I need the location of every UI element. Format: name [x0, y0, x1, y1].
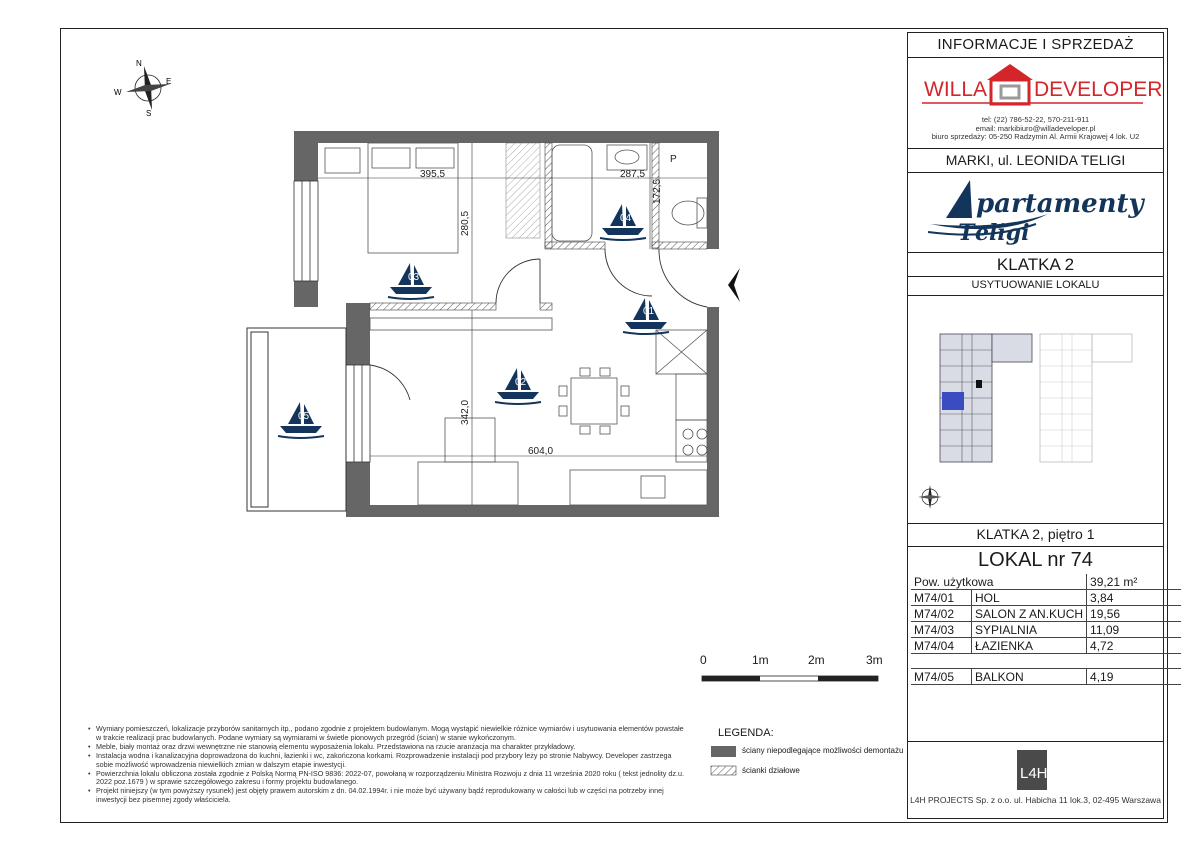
- firm-logo-text: L4H: [1020, 765, 1048, 782]
- location-section-title: USYTUOWANIE LOKALU: [971, 279, 1100, 291]
- brand-left: WILLA: [924, 78, 988, 101]
- note-item: • Wymiary pomieszczeń, lokalizacje przyborów sanitarnych itp., podano zgodnie z projektem budowlanym. Mogą wystąpić niewielkie różnice wymiarów i usytuowania elementów powstałe w trakcie realizacji prac budowlanych. Podane wymiary są wymiarami w świetle pionowych przegród (ścian) w stanie wykończonym.: [88, 725, 688, 743]
- room-code: M74/03: [911, 622, 972, 638]
- svg-text:01: 01: [643, 306, 655, 317]
- room-code: M74/02: [911, 606, 972, 622]
- legend-swatch-partitions: [711, 766, 736, 775]
- room-code: M74/04: [911, 638, 972, 654]
- dim-label: 604,0: [528, 446, 554, 457]
- area-value: 39,21 m²: [1087, 574, 1182, 590]
- svg-text:03: 03: [408, 272, 420, 283]
- sales-title: INFORMACJE I SPRZEDAŻ: [937, 36, 1134, 53]
- notes-list: [88, 725, 688, 805]
- logo-line2: eligi: [975, 220, 1030, 246]
- area-label: Pow. użytkowa: [911, 574, 1087, 590]
- room-name: HOL: [972, 590, 1087, 606]
- note-item: • Powierzchnia lokalu obliczona została zgodnie z Polską Normą PN-ISO 9836: 2022-07, powołaną w rozporządzeniu Ministra Rozwoju z dnia 11 września 2020 roku ( tekst jednolity dz.u. 2022 poz.1679 ) w sprawie szczegółowego zakresu i formy projektu budowlanego.: [88, 770, 688, 788]
- room-marker-01: [623, 298, 669, 334]
- scale-label: 2m: [808, 653, 825, 667]
- room-area: 3,84: [1087, 590, 1182, 606]
- note-item: • Projekt niniejszy (w tym powyższy rysunek) jest objęty prawem autorskim z dn. 04.02.1994r. i nie może być używany bądź reprodukowany w całości lub w części na potrzeby innej inwestycji bez pisemnej zgody właściciela.: [88, 787, 688, 805]
- note-item: • Instalacja wodna i kanalizacyjna doprowadzona do kuchni, łazienki i wc, zakończona korkami. Rozprowadzenie instalacji pod przybory leży po stronie Nabywcy. Developer zastrzega sobie możliwość wprowadzenia niewielkich zmian w dalszym etapie inwestycji.: [88, 752, 688, 770]
- entrance-arrow-icon: [728, 268, 740, 302]
- svg-text:04: 04: [620, 213, 632, 224]
- compass-rose-icon: [114, 59, 171, 118]
- scale-label: 1m: [752, 653, 769, 667]
- room-area: 4,19: [1087, 669, 1182, 685]
- staircase-title: KLATKA 2: [996, 255, 1075, 274]
- contact-address: biuro sprzedaży: 05-250 Radzymin Al. Armii Krajowej 4 lok. U2: [931, 132, 1140, 142]
- svg-text:02: 02: [515, 377, 527, 388]
- legend-item-walls: ściany niepodlegające możliwości demontażu: [742, 746, 904, 755]
- scale-label: 0: [700, 653, 707, 667]
- room-name: SYPIALNIA: [972, 622, 1087, 638]
- svg-text:E: E: [166, 77, 172, 86]
- brand-right: DEVELOPER: [1034, 78, 1163, 101]
- svg-text:W: W: [114, 88, 122, 97]
- logo-line1: partamenty: [976, 189, 1144, 219]
- legend-title: LEGENDA:: [718, 727, 774, 739]
- room-marker-05: [278, 402, 324, 438]
- dim-label: 287,5: [620, 169, 646, 180]
- dim-label: 280,5: [460, 210, 471, 236]
- note-item: • Meble, biały montaż oraz drzwi wewnętrzne nie stanowią elementu wyposażenia lokalu. Przedstawiona na rzucie aranżacja ma charakter przykładowy.: [88, 743, 688, 752]
- p-label: P: [670, 154, 677, 165]
- floor-label: KLATKA 2, piętro 1: [976, 526, 1095, 542]
- svg-text:T: T: [958, 220, 975, 246]
- firm-address: L4H PROJECTS Sp. z o.o. ul. Habicha 11 lok.3, 02-495 Warszawa: [910, 795, 1161, 805]
- scale-bar: [702, 676, 878, 681]
- dim-label: 342,0: [460, 399, 471, 425]
- room-area: 4,72: [1087, 638, 1182, 654]
- room-marker-02: [495, 368, 541, 404]
- room-code: M74/05: [911, 669, 972, 685]
- room-name: SALON Z AN.KUCH: [972, 606, 1087, 622]
- scale-label: 3m: [866, 653, 883, 667]
- room-area: 11,09: [1087, 622, 1182, 638]
- contact-phone: tel: (22) 786-52-22, 570-211-911: [981, 115, 1090, 124]
- svg-text:S: S: [146, 109, 152, 118]
- room-name: ŁAZIENKA: [972, 638, 1087, 654]
- dim-label: 172,5: [652, 178, 663, 204]
- room-marker-03: [388, 263, 434, 299]
- room-marker-04: [600, 204, 646, 240]
- room-area: 19,56: [1087, 606, 1182, 622]
- contact-email: email: markibiuro@willadeveloper.pl: [975, 123, 1096, 133]
- dim-label: 395,5: [420, 169, 446, 180]
- svg-text:05: 05: [298, 411, 310, 422]
- room-code: M74/01: [911, 590, 972, 606]
- project-address: MARKI, ul. LEONIDA TELIGI: [945, 152, 1126, 168]
- svg-text:N: N: [136, 59, 142, 68]
- legend-item-partitions: ścianki działowe: [742, 766, 800, 775]
- legend-swatch-walls: [711, 746, 736, 757]
- unit-title: LOKAL nr 74: [978, 549, 1093, 571]
- room-name: BALKON: [972, 669, 1087, 685]
